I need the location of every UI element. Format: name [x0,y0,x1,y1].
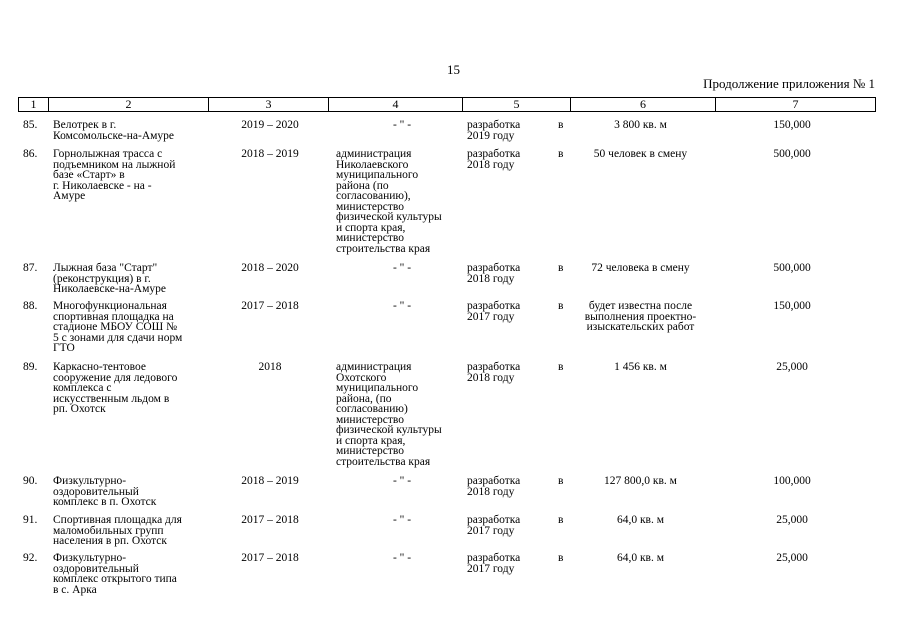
object-name-line: комплекс в п. Охотск [53,496,157,508]
responsible-party [336,515,468,526]
object-name-line: Николаевске-на-Амуре [53,283,166,295]
preposition-v: в [558,300,564,312]
responsible-party-line: министерство [336,413,404,426]
capacity [578,476,703,487]
responsible-party [336,362,468,467]
capacity [578,149,703,160]
responsible-party-line: района (по [336,179,389,192]
capacity [578,263,703,274]
capacity [578,362,703,373]
object-name-line: рп. Охотск [53,403,106,415]
row-number: 88. [23,300,38,312]
construction-years: 2018 – 2020 [241,262,299,274]
object-name-line: Физкультурно- [53,552,127,564]
object-name [53,515,213,547]
design-development-line: 2018 году [467,158,515,171]
object-name [53,120,213,141]
object-name [53,301,213,354]
object-name-line: Амуре [53,190,86,202]
object-name-line: стадионе МБОУ СОШ № [53,321,178,333]
responsible-party-line: - " - [392,514,412,526]
funding-amount: 150,000 [773,119,811,131]
object-name-line: Многофункциональная [53,300,167,312]
object-name-line: населения в рп. Охотск [53,535,167,547]
design-development-line: разработка [467,300,521,312]
design-development-line: разработка [467,475,521,487]
responsible-party-line: министерство [336,232,404,244]
column-number-header [18,97,876,112]
capacity-line: 64,0 кв. м [616,514,665,526]
design-development [467,553,542,574]
preposition-v: в [558,475,564,487]
object-name [53,149,213,202]
preposition-v: в [558,552,564,564]
row-number: 86. [23,148,38,160]
responsible-party [336,553,468,564]
object-name-line: 5 с зонами для сдачи норм [53,331,183,344]
row-number: 90. [23,475,38,487]
construction-years: 2017 – 2018 [241,552,299,564]
capacity-line: 72 человека в смену [591,262,690,274]
design-development-line: разработка [467,119,521,131]
row-number: 92. [23,552,38,564]
object-name-line: (реконструкция) в г. [53,272,151,285]
object-name-line: базе «Старт» в [53,169,125,181]
object-name-line: комплекса с [53,382,112,394]
continuation-caption: Продолжение приложения № 1 [703,76,875,91]
responsible-party-line: физической культуры [336,424,442,436]
capacity-line: 127 800,0 кв. м [604,475,677,487]
responsible-party-line: и спорта края, [336,221,406,234]
design-development [467,301,542,322]
object-name-line: Каркасно-тентовое [53,361,146,373]
funding-amount: 150,000 [773,300,811,312]
responsible-party [336,120,468,131]
object-name-line: искусственным льдом в [53,392,170,405]
design-development [467,362,542,383]
design-development-line: разработка [467,262,521,274]
header-col-4: 4 [329,98,463,112]
capacity [578,120,703,131]
preposition-v: в [558,119,564,131]
design-development-line: разработка [467,552,521,564]
funding-amount: 25,000 [776,552,808,564]
capacity-line: 64,0 кв. м [616,552,665,564]
funding-amount: 25,000 [776,514,808,526]
design-development-line: разработка [467,514,521,526]
design-development-line: 2018 году [467,371,515,384]
object-name [53,476,213,508]
object-name-line: оздоровительный [53,485,139,498]
funding-amount: 500,000 [773,148,811,160]
responsible-party-line: Охотского [336,371,387,384]
responsible-party-line: строительства края [336,455,431,468]
object-name-line: Велотрек в г. [53,119,117,131]
responsible-party-line: района, (по [336,392,392,405]
preposition-v: в [558,514,564,526]
responsible-party-line: согласованию), [336,190,411,202]
design-development [467,263,542,284]
object-name-line: Лыжная база "Старт" [53,262,158,274]
preposition-v: в [558,361,564,373]
design-development [467,476,542,497]
object-name-line: Спортивная площадка для [53,514,182,526]
design-development-line: разработка [467,148,521,160]
object-name [53,263,213,295]
page-number: 15 [447,62,460,77]
responsible-party-line: - " - [392,475,412,487]
design-development [467,120,542,141]
funding-amount: 100,000 [773,475,811,487]
header-col-5: 5 [463,98,571,112]
design-development-line: 2017 году [467,310,515,323]
object-name-line: в с. Арка [53,583,97,596]
construction-years: 2017 – 2018 [241,300,299,312]
capacity [578,515,703,526]
responsible-party [336,476,468,487]
responsible-party-line: согласованию) [336,403,408,415]
capacity [578,553,703,564]
object-name [53,553,213,595]
design-development-line: 2018 году [467,272,515,285]
responsible-party-line: муниципального [336,382,419,394]
preposition-v: в [558,262,564,274]
object-name-line: Горнолыжная трасса с [53,148,163,160]
responsible-party-line: министерство [336,200,404,213]
object-name-line: г. Николаевске - на - [53,179,152,192]
object-name-line: оздоровительный [53,562,139,575]
header-col-3: 3 [209,98,329,112]
responsible-party-line: - " - [392,119,412,131]
object-name-line: подъемником на лыжной [53,158,176,171]
responsible-party-line: - " - [392,262,412,274]
header-col-6: 6 [571,98,716,112]
design-development-line: 2017 году [467,562,515,575]
design-development [467,515,542,536]
responsible-party-line: министерство [336,445,404,457]
responsible-party-line: Николаевского [336,158,409,171]
object-name [53,362,213,415]
capacity-line: 3 800 кв. м [614,119,667,131]
capacity-line: 50 человек в смену [593,148,688,160]
responsible-party-line: администрация [336,148,412,160]
responsible-party [336,301,468,312]
row-number: 87. [23,262,38,274]
object-name-line: сооружение для ледового [53,371,178,384]
header-col-2: 2 [49,98,209,112]
design-development-line: 2017 году [467,524,515,537]
responsible-party-line: строительства края [336,242,431,255]
funding-amount: 500,000 [773,262,811,274]
capacity-line: выполнения проектно- [584,310,697,323]
object-name-line: ГТО [53,342,75,354]
design-development-line: 2019 году [467,129,515,142]
design-development-line: 2018 году [467,485,515,498]
object-name-line: комплекс открытого типа [53,573,177,585]
row-number: 85. [23,119,38,131]
funding-amount: 25,000 [776,361,808,373]
construction-years: 2018 [258,361,282,373]
capacity [578,301,703,333]
construction-years: 2018 – 2019 [241,475,299,487]
header-col-1: 1 [19,98,49,112]
capacity-line: будет известна после [588,300,693,312]
responsible-party-line: - " - [392,300,412,312]
construction-years: 2019 – 2020 [241,119,299,131]
object-name-line: Комсомольске-на-Амуре [53,129,175,142]
responsible-party [336,149,468,254]
capacity-line: 1 456 кв. м [614,361,667,373]
preposition-v: в [558,148,564,160]
design-development-line: разработка [467,361,521,373]
responsible-party-line: муниципального [336,169,419,181]
responsible-party-line: - " - [392,552,412,564]
capacity-line: изыскательских работ [586,321,695,333]
responsible-party-line: администрация [336,361,412,373]
construction-years: 2018 – 2019 [241,148,299,160]
row-number: 89. [23,361,38,373]
responsible-party-line: физической культуры [336,211,442,223]
object-name-line: Физкультурно- [53,475,127,487]
object-name-line: спортивная площадка на [53,310,174,323]
row-number: 91. [23,514,38,526]
header-col-7: 7 [716,98,876,112]
responsible-party-line: и спорта края, [336,434,406,447]
construction-years: 2017 – 2018 [241,514,299,526]
responsible-party [336,263,468,274]
object-name-line: маломобильных групп [53,524,164,537]
design-development [467,149,542,170]
